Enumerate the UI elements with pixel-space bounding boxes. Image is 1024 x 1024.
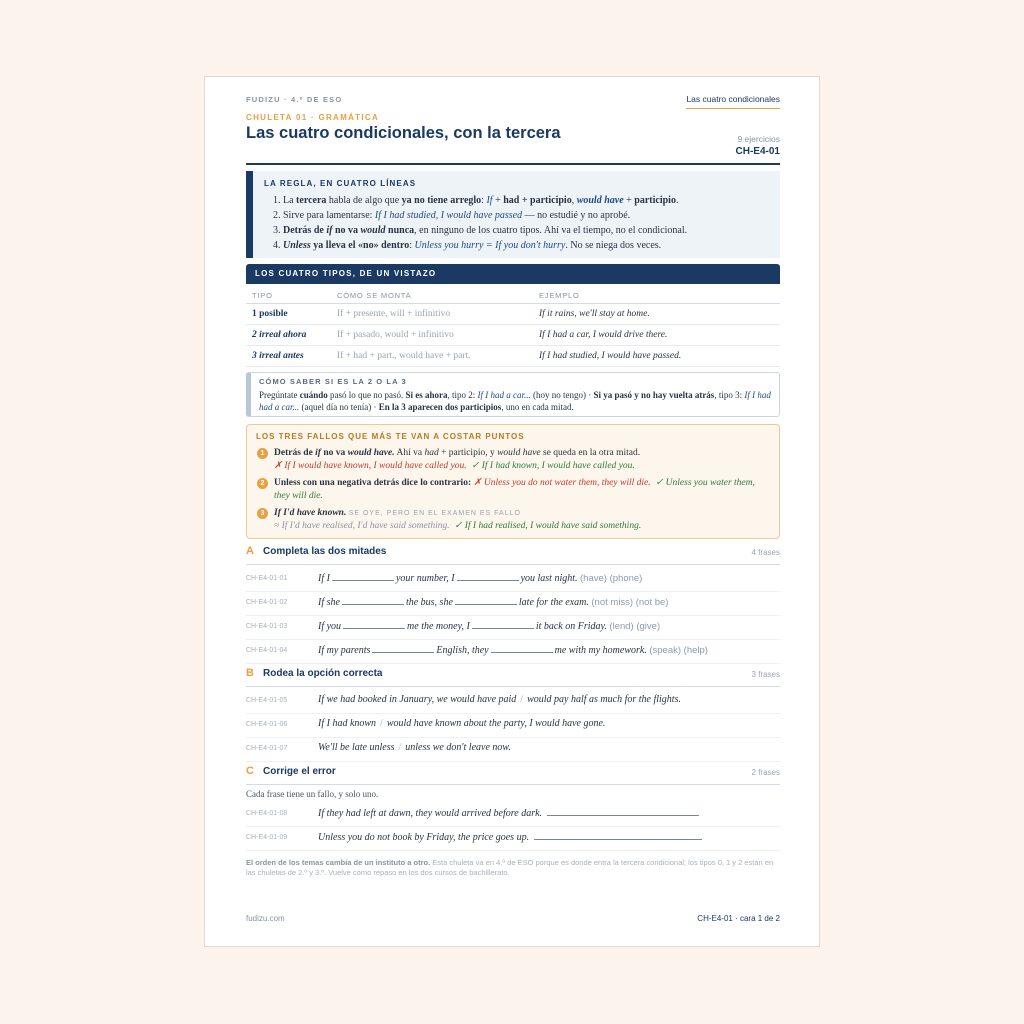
error-text: If I'd have known. SE OYE, PERO EN EL EXAMEN ES FALLO ≈ If I'd have realised, I'd have said something. ✓ If I had realised, I would have said something. [274,508,642,531]
types-table [246,287,780,367]
type-example: If it rains, we'll stay at home. [533,304,780,325]
type-form: If + had + part., would have + part. [331,346,533,367]
answer-blank[interactable] [491,644,553,653]
exercise-id: CH-E4-01-07 [246,745,288,752]
rule-item: 3. Detrás de if no va would nunca, en ninguno de los cuatro tipos. Ahí va el tiempo, no el condicional. [273,225,688,236]
exercise-sentence: If we had booked in January, we would have paid / would pay half as much for the flights. [318,694,681,705]
rule-box [246,171,780,258]
answer-blank[interactable] [372,644,434,653]
footer-site[interactable]: fudizu.com [246,914,285,923]
rule-box-heading: LA REGLA, EN CUATRO LÍNEAS [264,179,417,188]
sheet-code: CH-E4-01 [735,146,780,157]
exercise-count: 9 ejercicios [737,134,780,144]
common-errors-heading: LOS TRES FALLOS QUE MÁS TE VAN A COSTAR PUNTOS [256,432,525,441]
option-a[interactable]: If I had known [318,718,377,729]
type-example: If I had a car, I would drive there. [533,325,780,346]
section-title: Corrige el error [263,766,336,777]
answer-blank[interactable] [342,596,404,605]
exercise-sentence: If my parents English, they me with my homework. (speak) (help) [318,645,708,656]
section-letter: A [246,545,254,557]
tip-text: Pregúntate cuándo pasó lo que no pasó. Si es ahora, tipo 2: If I had a car... (hoy no tengo) · Si ya pasó y no hay vuelta atrás, tipo 3: If I had had a car... (aquel día no tenía) · En la 3 aparecen dos participios, uno en cada mitad. [259,390,771,412]
footer-page: CH-E4-01 · cara 1 de 2 [697,914,780,923]
table-header-row [246,287,780,304]
answer-blank[interactable] [343,620,405,629]
page-title: Las cuatro condicionales, con la tercera [246,124,561,142]
number-badge: 1 [257,448,268,459]
answer-blank[interactable] [472,620,534,629]
type-name: 2 irreal ahora [246,325,331,346]
type-name: 1 posible [246,304,331,325]
section-title: Rodea la opción correcta [263,668,383,679]
correction-line[interactable] [547,807,699,816]
exercise-id: CH-E4-01-01 [246,575,288,582]
exercise-row [246,689,780,714]
brand-label: FUDIZU · 4.º DE ESO [246,95,343,104]
section-instruction: Cada frase tiene un fallo, y solo uno. [246,789,379,799]
exercise-id: CH-E4-01-06 [246,721,288,728]
type-example: If I had studied, I would have passed. [533,346,780,367]
exercise-sentence: If I had known / would have known about the party, I would have gone. [318,718,606,729]
answer-blank[interactable] [332,572,394,581]
section-letter: C [246,765,254,777]
answer-blank[interactable] [455,596,517,605]
answer-blank[interactable] [457,572,519,581]
title-divider [246,163,780,165]
exercise-id: CH-E4-01-03 [246,623,288,630]
type-name: 3 irreal antes [246,346,331,367]
exercise-sentence: We'll be late unless / unless we don't leave now. [318,742,511,753]
exercise-sentence: Unless you do not book by Friday, the price goes up. [318,831,704,843]
rule-item: 1. La tercera habla de algo que ya no tiene arreglo: If + had + participio, would have + participio. [273,195,679,206]
exercise-row [246,615,780,640]
exercise-sentence: If I your number, I you last night. (have) (phone) [318,573,643,584]
table-row [246,325,780,346]
rule-item: 2. Sirve para lamentarse: If I had studied, I would have passed — no estudié y no aprobé. [273,210,631,221]
exercise-sentence: If you me the money, I it back on Friday. (lend) (give) [318,621,661,632]
section-count: 4 frases [751,548,780,557]
exercise-row [246,567,780,592]
exercise-id: CH-E4-01-08 [246,810,288,817]
option-a[interactable]: We'll be late unless [318,742,395,753]
number-badge: 3 [257,508,268,519]
exercise-row [246,826,780,851]
sheet-kicker: CHULETA 01 · GRAMÁTICA [246,113,380,122]
exercise-row [246,802,780,827]
option-b[interactable]: would pay half as much for the flights. [527,694,681,705]
exercise-row [246,639,780,664]
type-form: If + pasado, would + infinitivo [331,325,533,346]
exercise-id: CH-E4-01-02 [246,599,288,606]
exercise-row [246,713,780,738]
exercise-sentence: If she the bus, she late for the exam. (not miss) (not be) [318,597,669,608]
rule-item: 4. Unless ya lleva el «no» dentro: Unless you hurry = If you don't hurry. No se niega dos veces. [273,240,662,251]
section-count: 2 frases [751,768,780,777]
type-form: If + presente, will + infinitivo [331,304,533,325]
col-header-type: TIPO [246,287,331,304]
section-count: 3 frases [751,670,780,679]
number-badge: 2 [257,478,268,489]
section-c-header [246,764,780,785]
tip-heading: CÓMO SABER SI ES LA 2 O LA 3 [259,377,407,386]
exercise-id: CH-E4-01-09 [246,834,288,841]
topic-link[interactable]: Las cuatro condicionales [686,94,780,109]
types-banner: LOS CUATRO TIPOS, DE UN VISTAZO [246,264,780,284]
tip-box [246,372,780,417]
section-title: Completa las dos mitades [263,546,387,557]
section-a-header [246,544,780,565]
option-b[interactable]: would have known about the party, I would have gone. [386,718,606,729]
common-errors-box [246,424,780,539]
table-row [246,304,780,325]
exercise-row [246,591,780,616]
exercise-row [246,737,780,762]
exercise-sentence: If they had left at dawn, they would arrived before dark. [318,807,701,819]
table-row [246,346,780,367]
correction-line[interactable] [534,831,702,840]
section-letter: B [246,667,254,679]
col-header-form: CÓMO SE MONTA [331,287,533,304]
exercise-id: CH-E4-01-04 [246,647,288,654]
error-text: Unless con una negativa detrás dice lo contrario: ✗ Unless you do not water them, they will die. ✓ Unless you water them, they will die. [274,478,755,501]
option-b[interactable]: unless we don't leave now. [405,742,511,753]
worksheet-page [204,76,820,947]
rule-list [273,193,687,253]
col-header-example: EJEMPLO [533,287,780,304]
option-a[interactable]: If we had booked in January, we would have paid [318,694,517,705]
exercise-id: CH-E4-01-05 [246,697,288,704]
footnote: El orden de los temas cambia de un instituto a otro. Esta chuleta va en 4.º de ESO porque es donde entra la tercera condicional; los tipos 0, 1 y 2 están en las chuletas de 2.º y 3.º. Vuelve como repaso en los dos cursos de bachillerato. [246,858,774,877]
section-b-header [246,666,780,687]
error-text: Detrás de if no va would have. Ahí va had + participio, y would have se queda en la otra mitad. ✗ If I would have known, I would have called you. ✓ If I had known, I would have called you. [274,448,641,471]
